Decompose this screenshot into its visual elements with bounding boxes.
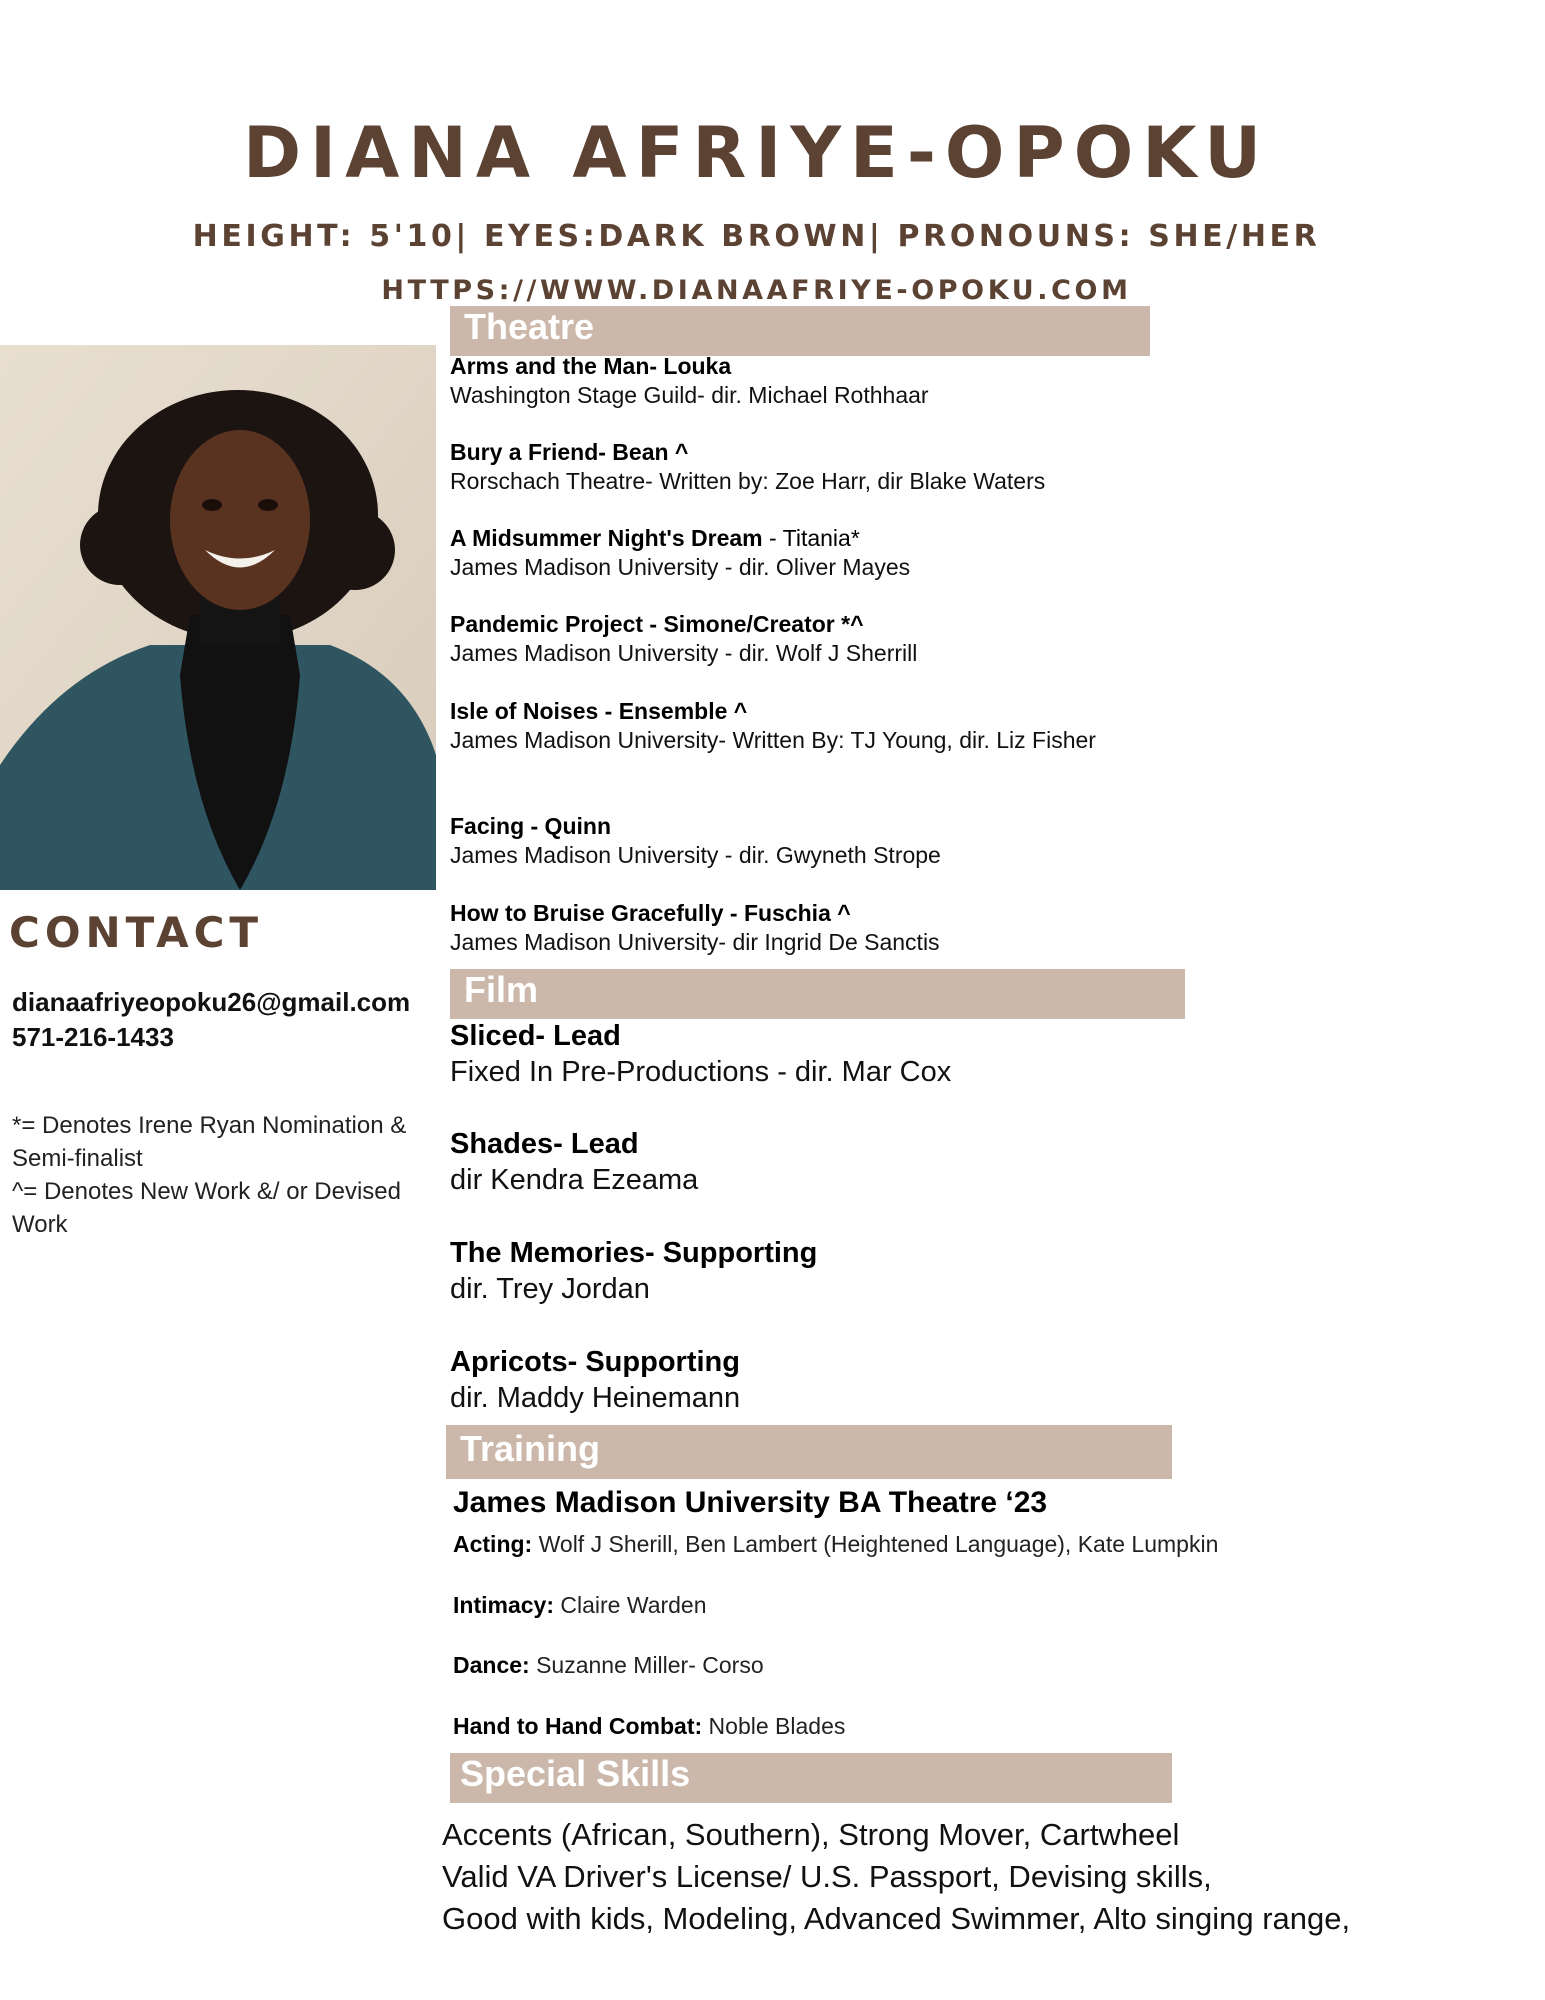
- credit-role: - Titania*: [762, 525, 860, 551]
- theatre-credit: [450, 352, 1110, 410]
- credit-detail: James Madison University- Written By: TJ Young, dir. Liz Fisher: [450, 727, 1096, 753]
- note-irene-ryan: *= Denotes Irene Ryan Nomination & Semi-finalist: [12, 1112, 407, 1172]
- theatre-credit: [450, 697, 1110, 755]
- film-credit: [450, 1126, 1150, 1198]
- credit-title: A Midsummer Night's Dream: [450, 525, 763, 551]
- training-line: [453, 1654, 764, 1677]
- actor-name: DIANA AFRIYE-OPOKU: [242, 112, 1271, 194]
- training-value: Suzanne Miller- Corso: [529, 1652, 764, 1678]
- theatre-credit: [450, 899, 1110, 957]
- credit-detail: James Madison University - dir. Gwyneth Strope: [450, 842, 941, 868]
- training-line: [453, 1594, 707, 1617]
- skills-list: [442, 1814, 1522, 1940]
- film-credit: [450, 1344, 1150, 1416]
- training-school: James Madison University BA Theatre ‘23: [453, 1486, 1048, 1519]
- skills-heading: Special Skills: [460, 1753, 691, 1794]
- credit-detail: dir. Maddy Heinemann: [450, 1382, 741, 1414]
- contact-heading: CONTACT: [9, 908, 264, 957]
- theatre-credit: [450, 438, 1110, 496]
- headshot-photo: [0, 345, 436, 890]
- credit-title: How to Bruise Gracefully - Fuschia ^: [450, 900, 851, 926]
- skills-line: Accents (African, Southern), Strong Mover, Cartwheel: [442, 1817, 1180, 1852]
- skills-line: Good with kids, Modeling, Advanced Swimmer, Alto singing range,: [442, 1901, 1351, 1936]
- credit-title: Sliced- Lead: [450, 1020, 621, 1052]
- note-new-work: ^= Denotes New Work &/ or Devised Work: [12, 1178, 401, 1238]
- skills-section-header: [450, 1753, 1172, 1803]
- training-label: Hand to Hand Combat:: [453, 1713, 703, 1739]
- credit-title: Pandemic Project - Simone/Creator *^: [450, 611, 864, 637]
- credit-title: Facing - Quinn: [450, 813, 611, 839]
- actor-stats: HEIGHT: 5'10| EYES:DARK BROWN| PRONOUNS: SHE/HER: [192, 219, 1321, 254]
- theatre-credit: [450, 524, 1110, 582]
- credit-detail: dir Kendra Ezeama: [450, 1164, 699, 1196]
- theatre-section-header: [450, 306, 1150, 356]
- training-value: Wolf J Sherill, Ben Lambert (Heightened Language), Kate Lumpkin: [532, 1531, 1219, 1557]
- film-credit: [450, 1018, 1150, 1090]
- training-value: Noble Blades: [702, 1713, 846, 1739]
- theatre-heading: Theatre: [464, 306, 595, 347]
- training-label: Intimacy:: [453, 1592, 554, 1618]
- contact-email[interactable]: dianaafriyeopoku26@gmail.com: [12, 987, 411, 1017]
- training-heading: Training: [460, 1428, 601, 1469]
- credit-detail: Fixed In Pre-Productions - dir. Mar Cox: [450, 1056, 952, 1088]
- theatre-credit: [450, 610, 1110, 668]
- credit-detail: dir. Trey Jordan: [450, 1273, 650, 1305]
- credit-title: Arms and the Man- Louka: [450, 353, 732, 379]
- training-line: [453, 1533, 1218, 1556]
- credit-detail: James Madison University - dir. Wolf J Sherrill: [450, 640, 918, 666]
- credit-detail: Washington Stage Guild- dir. Michael Rothhaar: [450, 382, 929, 408]
- credit-detail: Rorschach Theatre- Written by: Zoe Harr, dir Blake Waters: [450, 468, 1046, 494]
- training-section-header: [446, 1425, 1172, 1479]
- film-heading: Film: [464, 969, 539, 1010]
- credit-title: Bury a Friend- Bean ^: [450, 439, 689, 465]
- credit-detail: James Madison University - dir. Oliver Mayes: [450, 554, 911, 580]
- credit-title: Isle of Noises - Ensemble ^: [450, 698, 748, 724]
- contact-phone[interactable]: 571-216-1433: [12, 1022, 174, 1052]
- credit-title: Shades- Lead: [450, 1128, 639, 1160]
- film-credit: [450, 1235, 1150, 1307]
- training-label: Acting:: [453, 1531, 533, 1557]
- skills-line: Valid VA Driver's License/ U.S. Passport, Devising skills,: [442, 1859, 1212, 1894]
- training-line: [453, 1715, 845, 1738]
- theatre-credit: [450, 812, 1110, 870]
- training-value: Claire Warden: [553, 1592, 707, 1618]
- training-label: Dance:: [453, 1652, 530, 1678]
- film-section-header: [450, 969, 1185, 1019]
- credit-detail: James Madison University- dir Ingrid De Sanctis: [450, 929, 940, 955]
- credit-title: The Memories- Supporting: [450, 1237, 818, 1269]
- website-url: HTTPS://WWW.DIANAAFRIYE-OPOKU.COM: [381, 275, 1132, 306]
- credit-title: Apricots- Supporting: [450, 1346, 740, 1378]
